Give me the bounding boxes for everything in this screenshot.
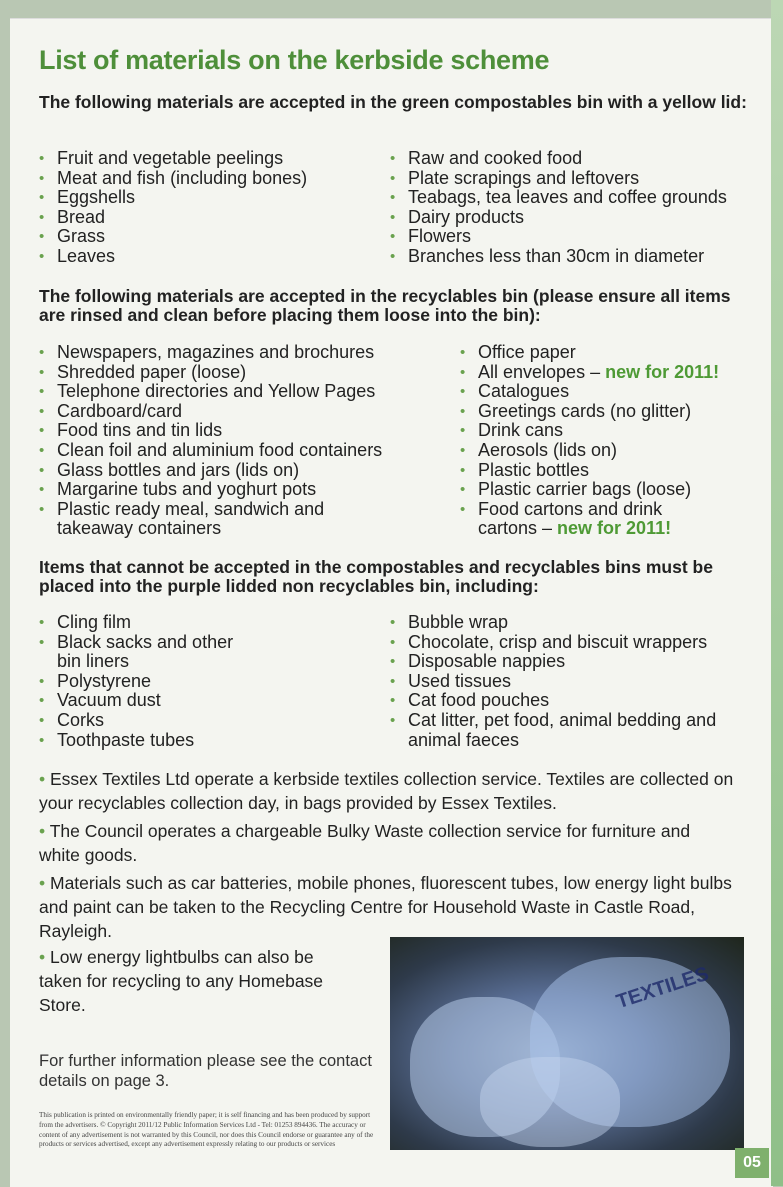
list-item: • Aerosols (lids on) bbox=[460, 441, 760, 461]
list-item: • Meat and fish (including bones) bbox=[39, 169, 389, 189]
textiles-paragraph: • Essex Textiles Ltd operate a kerbside textiles collection service. Textiles are collected on your recyclables collection day, in bags provided by Essex Textiles. bbox=[39, 769, 734, 813]
list-item: • Clean foil and aluminium food containers bbox=[39, 441, 459, 461]
list-item: • Catalogues bbox=[460, 382, 760, 402]
small-print: This publication is printed on environmentally friendly paper; it is self financing and has been produced by support from the advertisers. © Copyright 2011/12 Public Information Services Ltd - Tel: 01253 894436. The accuracy or content of any advertisement is not warranted by this Council, nor does this Council endorse or guarantee any of the products or services advertised, except any advertisement expressly relating to our products or services bbox=[39, 1111, 374, 1149]
lightbulbs-paragraph: • Low energy lightbulbs can also be taken for recycling to any Homebase Store. bbox=[39, 947, 324, 1015]
list-item: • Branches less than 30cm in diameter bbox=[390, 247, 750, 267]
list-item: • Used tissues bbox=[390, 672, 750, 692]
compost-list-right bbox=[390, 149, 750, 267]
list-item: • Flowers bbox=[390, 227, 750, 247]
recycle-list-left bbox=[39, 343, 459, 539]
list-item: • Cardboard/card bbox=[39, 402, 459, 422]
document-page bbox=[10, 18, 773, 1187]
list-item: • Drink cans bbox=[460, 421, 760, 441]
list-item: • Office paper bbox=[460, 343, 760, 363]
list-item: • Toothpaste tubes bbox=[39, 731, 239, 751]
list-item: • Teabags, tea leaves and coffee grounds bbox=[390, 188, 750, 208]
list-item: • Corks bbox=[39, 711, 239, 731]
list-item: • Bread bbox=[39, 208, 389, 228]
photo-label: TEXTILES bbox=[613, 962, 712, 1014]
list-item: • Eggshells bbox=[39, 188, 389, 208]
recycle-intro: The following materials are accepted in the recyclables bin (please ensure all items are rinsed and clean before placing them loose into the bin): bbox=[39, 286, 731, 325]
list-item: • Newspapers, magazines and brochures bbox=[39, 343, 459, 363]
list-item: • Food tins and tin lids bbox=[39, 421, 459, 441]
list-item: • Greetings cards (no glitter) bbox=[460, 402, 760, 422]
list-item: • Telephone directories and Yellow Pages bbox=[39, 382, 459, 402]
new-badge: new for 2011! bbox=[605, 361, 720, 382]
list-item: • Plastic carrier bags (loose) bbox=[460, 480, 760, 500]
list-item: • Raw and cooked food bbox=[390, 149, 750, 169]
list-item: • Grass bbox=[39, 227, 389, 247]
page-edge-strip bbox=[771, 0, 783, 1186]
textile-bags-photo bbox=[390, 937, 744, 1150]
list-item: • Glass bottles and jars (lids on) bbox=[39, 461, 459, 481]
nonrecycle-intro: Items that cannot be accepted in the compostables and recyclables bins must be placed into the purple lidded non recyclables bin, including: bbox=[39, 557, 713, 596]
list-item: • Food cartons and drink cartons – new for 2011! bbox=[460, 500, 708, 539]
list-item: • Leaves bbox=[39, 247, 389, 267]
list-item: • Plate scrapings and leftovers bbox=[390, 169, 750, 189]
page-title: List of materials on the kerbside scheme bbox=[39, 45, 550, 75]
list-item: • Cat food pouches bbox=[390, 691, 750, 711]
further-information: For further information please see the contact details on page 3. bbox=[39, 1052, 372, 1090]
list-item: • Black sacks and other bin liners bbox=[39, 633, 239, 672]
nonrecycle-list-left bbox=[39, 613, 239, 750]
recycling-centre-paragraph: • Materials such as car batteries, mobile phones, fluorescent tubes, low energy light bulbs and paint can be taken to the Recycling Centre for Household Waste in Castle Road, Rayleigh. bbox=[39, 873, 732, 941]
recycle-list-right bbox=[460, 343, 760, 539]
compost-list-left bbox=[39, 149, 389, 267]
list-item: • Vacuum dust bbox=[39, 691, 239, 711]
list-item: • Dairy products bbox=[390, 208, 750, 228]
new-badge: new for 2011! bbox=[557, 518, 672, 539]
list-item: • Chocolate, crisp and biscuit wrappers bbox=[390, 633, 750, 653]
list-item: • Plastic ready meal, sandwich and takeaway containers bbox=[39, 500, 357, 539]
list-item: • Plastic bottles bbox=[460, 461, 760, 481]
list-item: • Fruit and vegetable peelings bbox=[39, 149, 389, 169]
list-item: • Margarine tubs and yoghurt pots bbox=[39, 480, 459, 500]
list-item: • Shredded paper (loose) bbox=[39, 363, 459, 383]
compost-intro: The following materials are accepted in the green compostables bin with a yellow lid: bbox=[39, 92, 747, 112]
list-item: • Bubble wrap bbox=[390, 613, 750, 633]
bulky-waste-paragraph: • The Council operates a chargeable Bulky Waste collection service for furniture and white goods. bbox=[39, 821, 691, 865]
page-number: 05 bbox=[735, 1148, 769, 1178]
list-item: • Disposable nappies bbox=[390, 652, 750, 672]
list-item: • Cat litter, pet food, animal bedding and animal faeces bbox=[390, 711, 748, 750]
list-item: • All envelopes – new for 2011! bbox=[460, 363, 760, 383]
list-item: • Cling film bbox=[39, 613, 239, 633]
nonrecycle-list-right bbox=[390, 613, 750, 750]
list-item: • Polystyrene bbox=[39, 672, 239, 692]
